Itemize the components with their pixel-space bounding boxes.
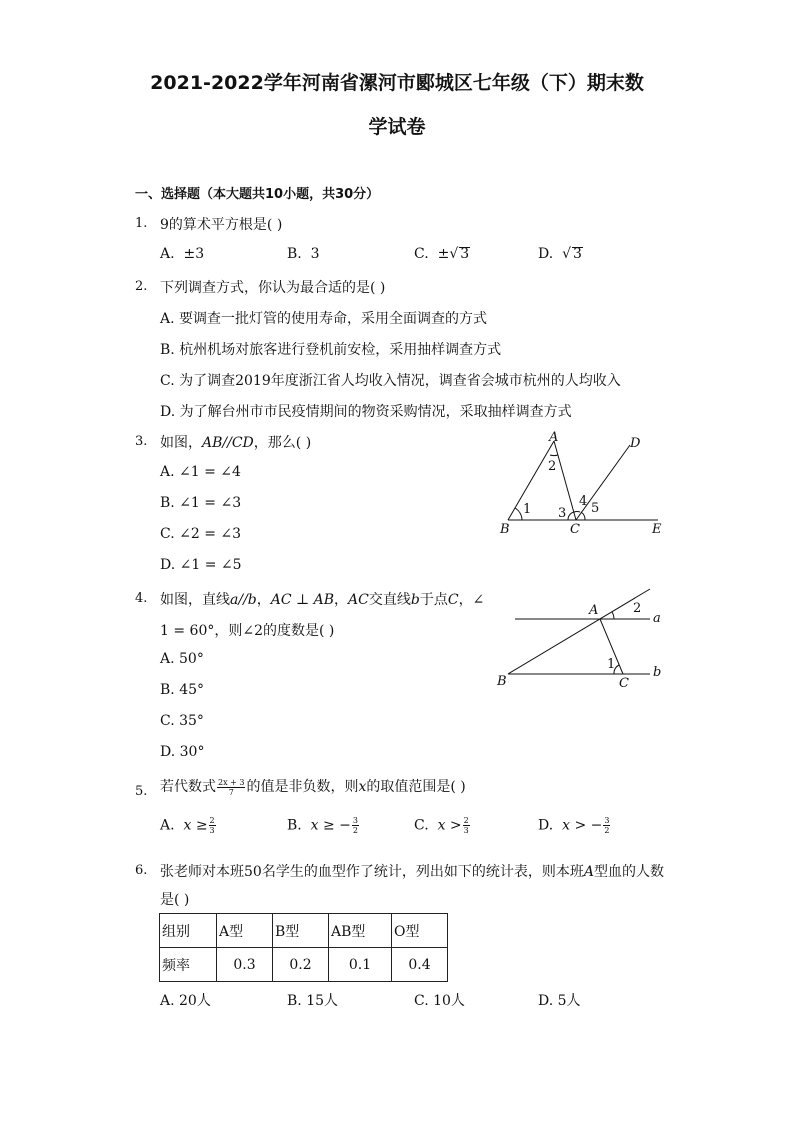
- q4-label-a: a: [653, 611, 661, 626]
- table-row: [160, 948, 448, 982]
- q6-option-c: C. 10人: [414, 993, 465, 1009]
- q3-option-d: D. ∠1 = ∠5: [160, 557, 242, 573]
- question-1-stem: 9的算术平方根是( ): [160, 217, 283, 233]
- question-6-stem-line2: 是( ): [160, 892, 190, 908]
- table-cell: 0.2: [273, 948, 329, 982]
- table-header-cell: 组别: [160, 914, 217, 948]
- q4-angle-2: 2: [633, 601, 642, 616]
- q3-option-a: A. ∠1 = ∠4: [160, 464, 241, 480]
- q6-option-a: A. 20人: [160, 993, 211, 1009]
- q3-angle-3: 3: [558, 506, 567, 521]
- table-header-cell: B型: [273, 914, 329, 948]
- q2-option-c: C. 为了调查2019年度浙江省人均收入情况，调查省会城市杭州的人均收入: [160, 373, 621, 389]
- question-4-stem-line1: 如图，直线a//b，AC ⊥ AB，AC交直线b于点C，∠: [160, 592, 485, 608]
- q3-option-c: C. ∠2 = ∠3: [160, 526, 242, 542]
- q3-label-E: E: [652, 522, 662, 537]
- q6-option-d: D. 5人: [538, 993, 581, 1009]
- q2-option-d: D. 为了解台州市市民疫情期间的物资采购情况，采取抽样调查方式: [160, 404, 572, 420]
- question-6-stem-line1: 张老师对本班50名学生的血型作了统计，列出如下的统计表，则本班A型血的人数: [160, 864, 664, 880]
- q1-option-d: D. √ 3: [538, 246, 582, 262]
- q4-option-c: C. 35°: [160, 713, 204, 729]
- question-4-stem-line2: 1 = 60°，则∠2的度数是( ): [160, 623, 335, 639]
- q3-figure: [490, 425, 670, 545]
- section-heading: 一、选择题（本大题共10小题，共30分）: [135, 187, 380, 202]
- question-number: 2.: [135, 279, 148, 294]
- question-5-stem: 若代数式 $\frac{2x + 3}{7}$ 的值是非负数，则x的取值范围是( ): [160, 777, 466, 797]
- table-header-cell: O型: [392, 914, 448, 948]
- question-number: 5.: [135, 784, 148, 799]
- q3-angle-2: 2: [548, 459, 557, 474]
- q5-option-d: D. x > − $\frac{3}{2}$: [538, 816, 610, 835]
- q3-angle-5: 5: [591, 501, 600, 516]
- q1-option-c: C. ±√ 3: [414, 246, 470, 262]
- q3-label-B: B: [500, 522, 510, 537]
- q4-label-B: B: [497, 674, 507, 689]
- q4-figure: [490, 582, 670, 692]
- table-cell: 0.4: [392, 948, 448, 982]
- q4-option-b: B. 45°: [160, 682, 205, 698]
- q3-label-A: A: [549, 430, 559, 445]
- q3-label-D: D: [630, 436, 641, 451]
- q1-option-a: A. ±3: [160, 246, 205, 262]
- q4-label-b: b: [653, 665, 662, 680]
- q2-option-a: A. 要调查一批灯管的使用寿命，采用全面调查的方式: [160, 311, 488, 327]
- q5-option-b: B. x ≥ − $\frac{3}{2}$: [287, 816, 359, 835]
- table-cell: 0.1: [329, 948, 392, 982]
- q4-option-d: D. 30°: [160, 744, 205, 760]
- q3-angle-4: 4: [579, 494, 588, 509]
- q4-angle-1: 1: [607, 657, 616, 672]
- q1-option-b: B. 3: [287, 246, 320, 262]
- q4-label-C: C: [619, 676, 629, 691]
- q5-option-a: A. x ≥ $\frac{2}{3}$: [160, 816, 215, 835]
- q5-option-c: C. x > $\frac{2}{3}$: [414, 816, 469, 835]
- blood-type-table: [159, 913, 448, 982]
- table-header-cell: A型: [217, 914, 273, 948]
- q5-fraction: $\frac{2x + 3}{7}$: [218, 777, 245, 797]
- question-number: 6.: [135, 863, 148, 878]
- question-number: 4.: [135, 591, 148, 606]
- q2-option-b: B. 杭州机场对旅客进行登机前安检，采用抽样调查方式: [160, 342, 502, 358]
- q3-label-C: C: [570, 522, 580, 537]
- table-cell: 0.3: [217, 948, 273, 982]
- table-cell: 频率: [160, 948, 217, 982]
- q6-option-b: B. 15人: [287, 993, 339, 1009]
- page-title-line2: 学试卷: [368, 116, 426, 138]
- question-number: 1.: [135, 216, 148, 231]
- q4-label-A: A: [589, 603, 599, 618]
- q3-option-b: B. ∠1 = ∠3: [160, 495, 242, 511]
- question-number: 3.: [135, 434, 148, 449]
- table-header-cell: AB型: [329, 914, 392, 948]
- question-3-stem: 如图，AB//CD，那么( ): [160, 435, 312, 451]
- table-row: [160, 914, 448, 948]
- question-2-stem: 下列调查方式，你认为最合适的是( ): [160, 280, 386, 296]
- q4-option-a: A. 50°: [160, 651, 204, 667]
- q3-angle-1: 1: [523, 502, 532, 517]
- page-title: 2021-2022学年河南省漯河市郾城区七年级（下）期末数: [150, 72, 644, 94]
